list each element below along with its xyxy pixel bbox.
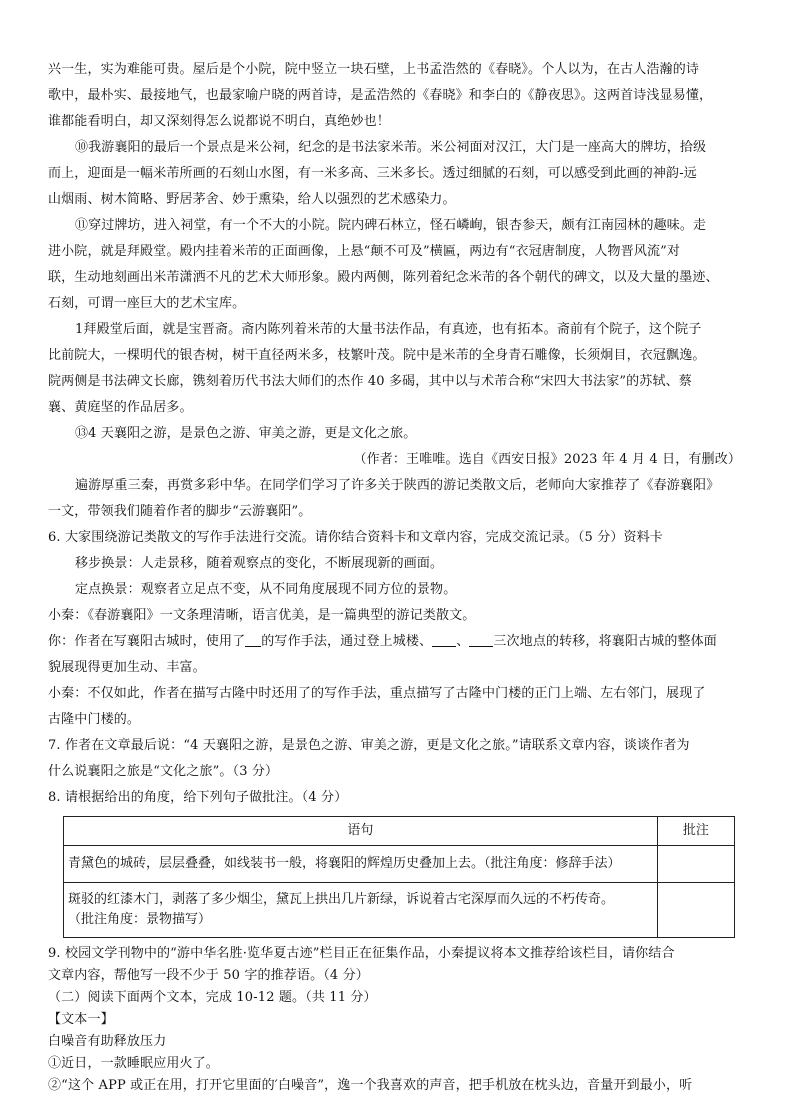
article-line: 石刻，可谓一座巨大的艺术宝库。 — [48, 296, 246, 311]
question-6-stem: 6. 大家围绕游记类散文的写作手法进行交流。请你结合资料卡和文章内容，完成交流记录。（5 分）资料卡 — [48, 530, 663, 545]
article-line: 比前院大，一棵明代的银杏树，树干直径两米多，枝繁叶茂。院中是米芾的全身青石雕像，长须炯目，衣冠飘逸。 — [48, 348, 706, 363]
dialogue-you-2: 貌展现得更加生动、丰富。 — [48, 660, 206, 675]
article-line: 山烟雨、树木简略、野居茅舍、妙于熏染，给人以强烈的艺术感染力。 — [48, 192, 456, 207]
table-row — [64, 846, 735, 883]
article-paragraph-11: ⑪穿过牌坊，进入祠堂，有一个不大的小院。院内碑石林立，怪石嶙峋，银杏参天，颇有江南园林的趣味。走 — [75, 218, 707, 233]
question-7-line: 什么说襄阳之旅是“文化之旅”。（3 分） — [48, 764, 279, 779]
material-card-move: 移步换景：人走景移，随着观察点的变化，不断展现新的画面。 — [75, 556, 444, 571]
article-source: （作者：王唯唯。选自《西安日报》2023 年 4 月 4 日，有删改） — [353, 452, 741, 467]
dialogue-qin-3: 古隆中门楼的。 — [48, 712, 141, 727]
article-paragraph-13: ⑬4 天襄阳之游，是景色之游、审美之游，更是文化之旅。 — [75, 426, 417, 441]
intro-line: 一文，带领我们随着作者的脚步“云游襄阳”。 — [48, 504, 312, 519]
question-8-stem: 8. 请根据给出的角度，给下列句子做批注。（4 分） — [48, 790, 348, 805]
article-line: 进小院，就是拜殿堂。殿内挂着米芾的正面画像，上悬“颠不可及”横匾，两边有“衣冠唐制度，人物晋风流”对 — [48, 244, 681, 259]
answer-blank[interactable] — [245, 632, 261, 647]
section-2-heading: （二）阅读下面两个文本，完成 10-12 题。（共 11 分） — [48, 990, 377, 1005]
question-9-line: 文章内容，帮他写一段不少于 50 字的推荐语。（4 分） — [48, 968, 369, 983]
material-card-fixed: 定点换景：观察者立足点不变，从不同角度展现不同方位的景物。 — [75, 582, 457, 597]
text-1-paragraph-1: ①近日，一款睡眠应用火了。 — [48, 1056, 219, 1071]
answer-blank[interactable] — [432, 632, 456, 647]
article-line: 谁都能看明白，却又深刻得怎么说都说不明白，真绝妙也！ — [48, 114, 390, 129]
article-line: 而上，迎面是一幅米芾所画的石刻山水图，有一米多高、三米多长。透过细腻的石刻，可以感受到此画的神韵-远 — [48, 166, 697, 181]
article-paragraph-10: ⑩我游襄阳的最后一个景点是米公祠，纪念的是书法家米芾。米公祠面对汉江，大门是一座高大的牌坊，拾级 — [75, 140, 707, 155]
sentence-cell: 斑驳的红漆木门，剥落了多少烟尘，黛瓦上拱出几片新绿，诉说着古宅深厚而久远的不朽传奇。 （批注角度：景物描写） — [64, 883, 658, 938]
answer-blank[interactable] — [469, 632, 493, 647]
article-line: 兴一生，实为难能可贵。屋后是个小院，院中竖立一块石壁，上书孟浩然的《春晓》。个人以为，在古人浩瀚的诗 — [48, 62, 700, 77]
note-cell[interactable] — [657, 883, 734, 938]
question-9-line: 9. 校园文学刊物中的“游中华名胜·览华夏古迹”栏目正在征集作品，小秦提议将本文推荐给该栏目，请你结合 — [48, 946, 675, 961]
note-cell[interactable] — [657, 846, 734, 883]
annotation-table — [63, 816, 735, 938]
sentence-cell: 青黛色的城砖，层层叠叠，如线装书一般，将襄阳的辉煌历史叠加上去。（批注角度：修辞手法） — [64, 846, 658, 883]
table-row — [64, 883, 735, 938]
article-line: 襄、黄庭坚的作品居多。 — [48, 400, 193, 415]
dialogue-you-1: 你：作者在写襄阳古城时，使用了 的写作手法，通过登上城楼、 、 三次地点的转移，将襄阳古城的整体面 — [48, 634, 717, 649]
article-line: 联，生动地刻画出米芾潇洒不凡的艺术大师形象。殿内两侧，陈列着纪念米芾的各个朝代的碑文，以及大量的墨迹、 — [48, 270, 719, 285]
text-1-title: 白噪音有助释放压力 — [48, 1034, 167, 1049]
intro-line: 遍游厚重三秦，再赏多彩中华。在同学们学习了许多关于陕西的游记类散文后，老师向大家推荐了《春游襄阳》 — [75, 478, 720, 493]
article-line: 院两侧是书法碑文长廊，镌刻着历代书法大师们的杰作 40 多碣，其中以与术芾合称“宋四大书法家”的苏轼、蔡 — [48, 374, 692, 389]
dialogue-qin-1: 小秦：《春游襄阳》一文条理清晰，语言优美，是一篇典型的游记类散文。 — [48, 608, 476, 623]
question-7-line: 7. 作者在文章最后说：“4 天襄阳之游，是景色之游、审美之游，更是文化之旅。”请联系文章内容，谈谈作者为 — [48, 738, 690, 753]
article-line: 歌中，最朴实、最接地气，也最家喻户晓的两首诗，是孟浩然的《春晓》和李白的《静夜思》。这两首诗浅显易懂， — [48, 88, 713, 103]
column-header-sentence: 语句 — [64, 817, 658, 846]
dialogue-qin-2: 小秦：不仅如此，作者在描写古隆中时还用了的写作手法，重点描写了古隆中门楼的正门上端、左右邻门，展现了 — [48, 686, 706, 701]
text-1-paragraph-2: ②“这个 APP 或正在用，打开它里面的′白噪音”，逸一个我喜欢的声音，把手机放在枕头边，音量开到最小，听 — [48, 1078, 693, 1093]
article-paragraph-12: 1拜殿堂后面，就是宝晋斋。斋内陈列着米芾的大量书法作品，有真迹，也有拓本。斋前有个院子，这个院子 — [75, 322, 702, 337]
column-header-note: 批注 — [657, 817, 734, 846]
text-1-label: 【文本一】 — [48, 1012, 114, 1027]
